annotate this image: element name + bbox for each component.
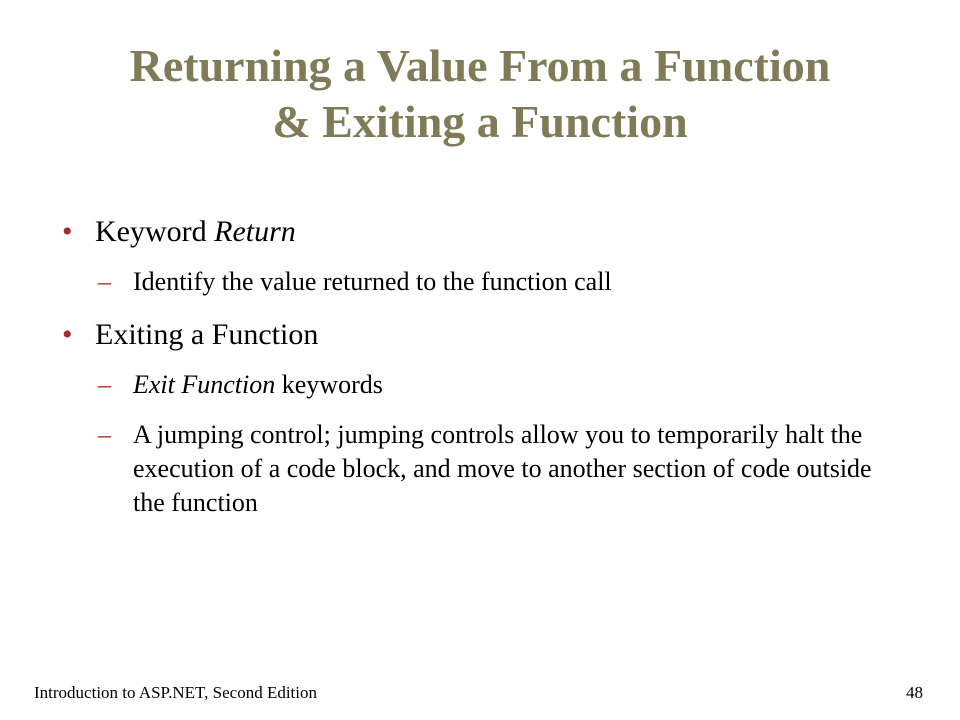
slide-title	[40, 38, 920, 150]
subitem-jumping-control: A jumping control; jumping controls allow you to temporarily halt the execution of a code block, and move to another section of code outside the function	[133, 420, 872, 517]
dash-marker: –	[98, 370, 111, 399]
subitem-exit-function-keywords	[133, 368, 893, 402]
footer-page-number: 48	[906, 683, 923, 702]
footer-course-title: Introduction to ASP.NET, Second Edition	[34, 683, 318, 702]
bullet-text-italic: Return	[214, 215, 296, 248]
dash-marker: –	[98, 267, 111, 296]
subitem-identify-value: Identify the value returned to the function call	[133, 267, 612, 296]
title-line-2: & Exiting a Function	[272, 96, 688, 147]
title-line-1: Returning a Value From a Function	[129, 40, 831, 91]
dash-marker: –	[98, 420, 111, 449]
bullet-exiting-function: Exiting a Function	[95, 318, 319, 351]
bullet-keyword-return	[95, 214, 296, 250]
subitem-text: keywords	[275, 370, 383, 399]
bullet-text: Keyword	[95, 215, 215, 248]
bullet-marker: •	[62, 318, 73, 351]
subitem-text-italic: Exit Function	[133, 370, 276, 399]
bullet-marker: •	[62, 215, 73, 248]
